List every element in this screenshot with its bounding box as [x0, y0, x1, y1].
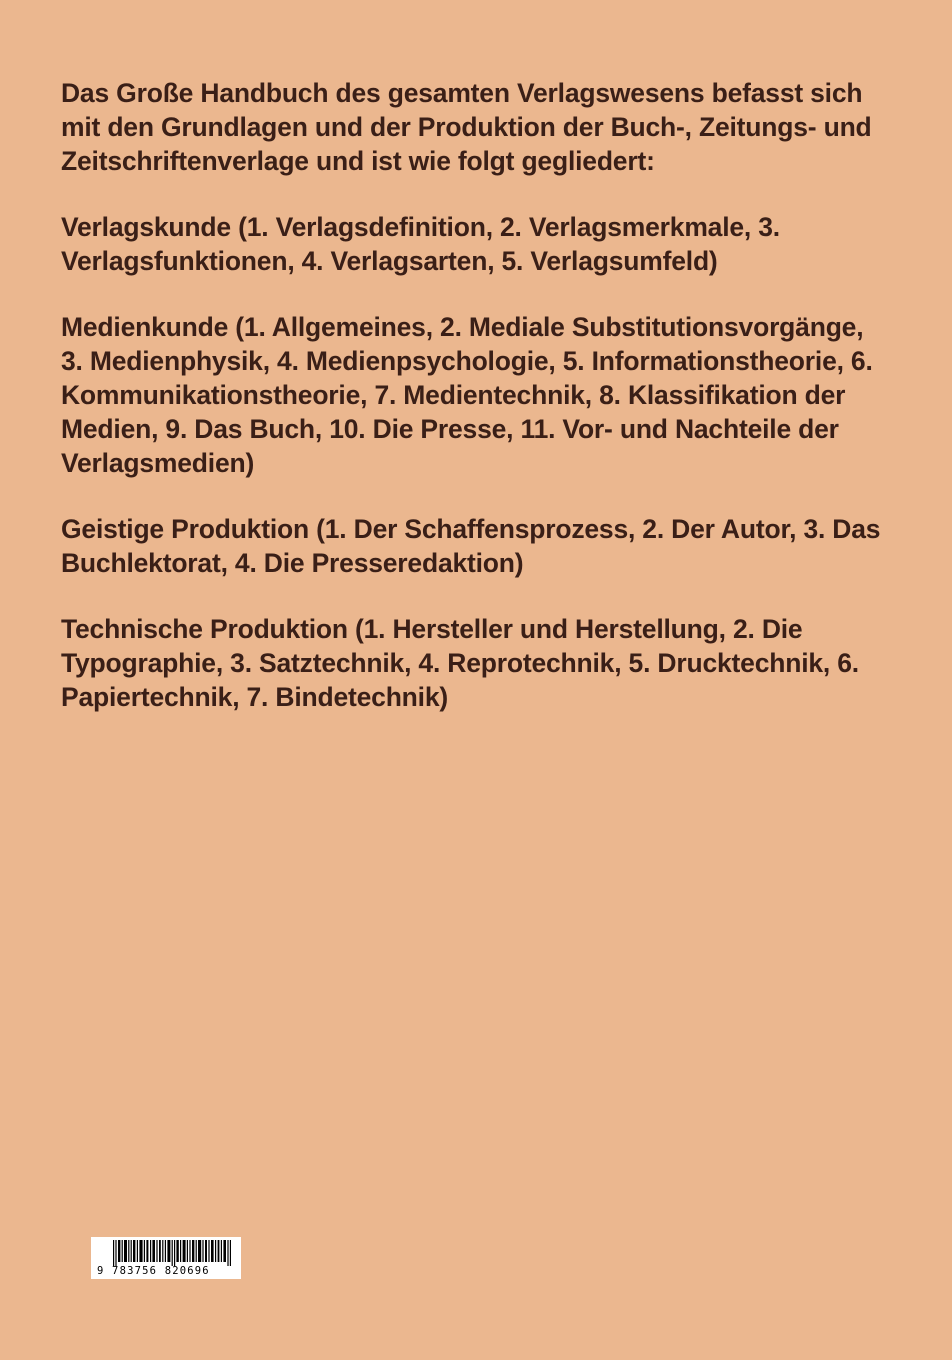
isbn-barcode	[91, 1237, 241, 1279]
isbn-digits: 9 783756 820696	[97, 1265, 210, 1277]
back-cover-text	[61, 76, 891, 746]
intro-paragraph: Das Große Handbuch des gesamten Verlagswesens befasst sich mit den Grundlagen und der Produktion der Buch-, Zeitungs- und Zeitschriftenverlage und ist wie folgt gegliedert:	[61, 78, 872, 176]
technische-produktion-paragraph: Technische Produktion (1. Hersteller und Herstellung, 2. Die Typographie, 3. Satztechnik, 4. Reprotechnik, 5. Drucktechnik, 6. Papiertechnik, 7. Bindetechnik)	[61, 614, 859, 712]
verlagskunde-paragraph: Verlagskunde (1. Verlagsdefinition, 2. Verlagsmerkmale, 3. Verlagsfunktionen, 4. Verlagsarten, 5. Verlagsumfeld)	[61, 212, 780, 276]
geistige-produktion-paragraph: Geistige Produktion (1. Der Schaffensprozess, 2. Der Autor, 3. Das Buchlektorat, 4. Die Presseredaktion)	[61, 514, 881, 578]
barcode-bars-icon	[113, 1240, 233, 1266]
medienkunde-paragraph: Medienkunde (1. Allgemeines, 2. Mediale Substitutionsvorgänge, 3. Medienphysik, 4. Medienpsychologie, 5. Informationstheorie, 6. Kommunikationstheorie, 7. Medientechnik, 8. Klassifikation der Medien, 9. Das Buch, 10. Die Presse, 11. Vor- und Nachteile der Verlagsmedien)	[61, 312, 873, 478]
